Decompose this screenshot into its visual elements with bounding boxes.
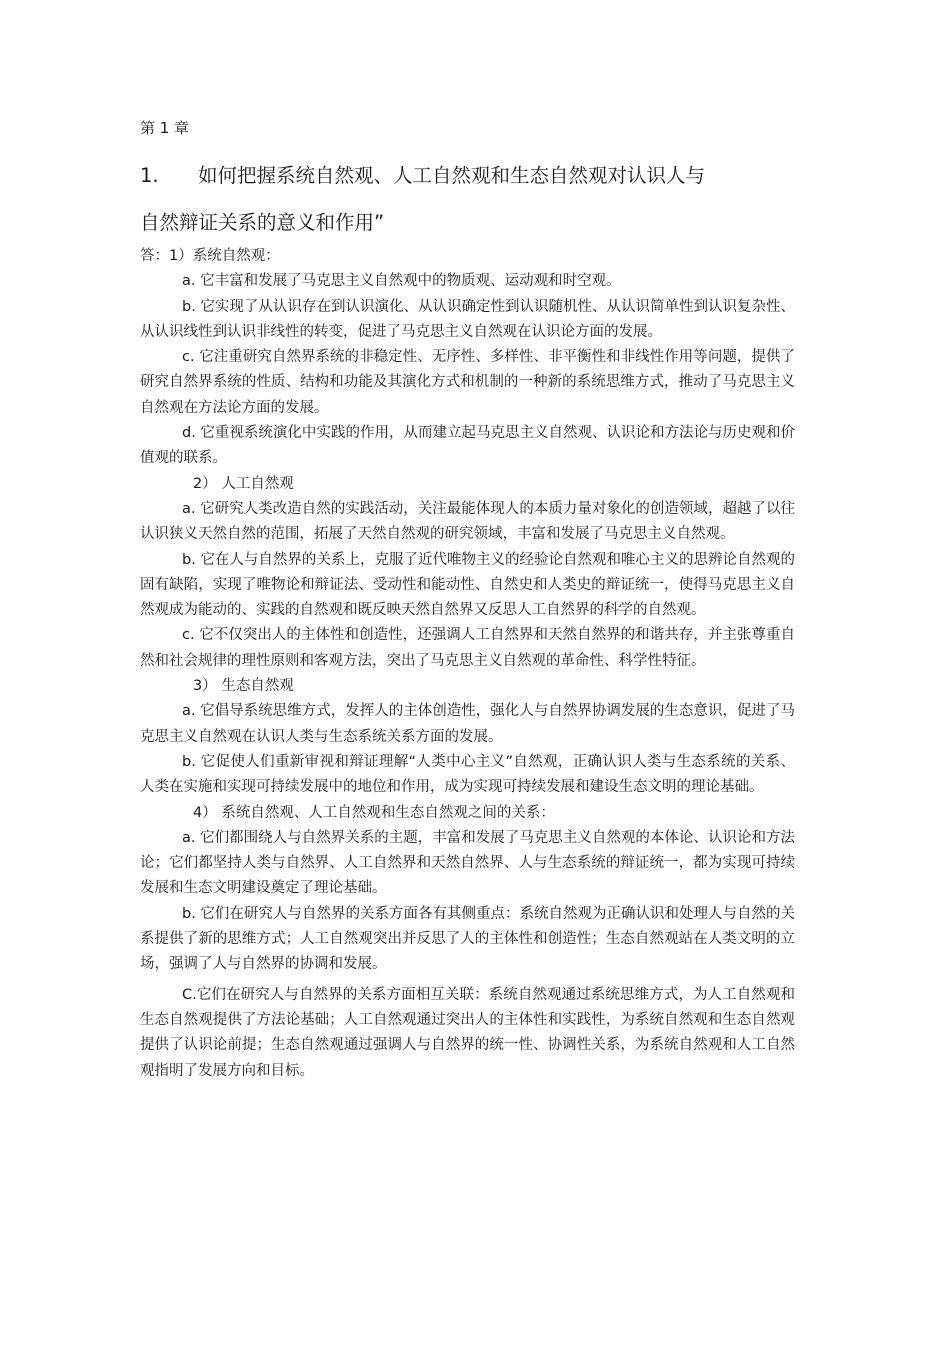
answer-paragraph: b. 它实现了从认识存在到认识演化、从认识确定性到认识随机性、从认识简单性到认识复杂性、从认识线性到认识非线性的转变，促进了马克思主义自然观在认识论方面的发展。	[140, 298, 795, 340]
question-title-line-2: 自然辩证关系的意义和作用”	[140, 211, 385, 234]
answer-body	[140, 244, 795, 1084]
answer-paragraph: b. 它们在研究人与自然界的关系方面各有其侧重点：系统自然观为正确认识和处理人与自然的关系提供了新的思维方式；人工自然观突出并反思了人的主体性和创造性；生态自然观站在人类文明的立场，强调了人与自然界的协调和发展。	[140, 905, 795, 973]
answer-paragraph: C.它们在研究人与自然界的关系方面相互关联：系统自然观通过系统思维方式，为人工自然观和生态自然观提供了方法论基础；人工自然观通过突出人的主体性和实践性，为系统自然观和生态自然观提供了认识论前提；生态自然观通过强调人与自然界的统一性、协调性关系，为系统自然观和人工自然观指明了发展方向和目标。	[140, 986, 795, 1079]
question-text-1: 如何把握系统自然观、人工自然观和生态自然观对认识人与	[198, 164, 706, 187]
answer-paragraph: d. 它重视系统演化中实践的作用，从而建立起马克思主义自然观、认识论和方法论与历史观和价值观的联系。	[140, 425, 795, 467]
answer-paragraph: 答：1）系统自然观：	[140, 248, 280, 264]
question-title-line-1	[140, 160, 705, 188]
answer-paragraph: a. 它倡导系统思维方式，发挥人的主体创造性，强化人与自然界协调发展的生态意识，促进了马克思主义自然观在认识人类与生态系统关系方面的发展。	[140, 703, 795, 745]
answer-paragraph: a. 它研究人类改造自然的实践活动，关注最能体现人的本质力量对象化的创造领域，超越了以往认识狭义天然自然的范围，拓展了天然自然观的研究领域，丰富和发展了马克思主义自然观。	[140, 500, 795, 543]
answer-paragraph: c. 它注重研究自然界系统的非稳定性、无序性、多样性、非平衡性和非线性作用等问题，提供了研究自然界系统的性质、结构和功能及其演化方式和机制的一种新的系统思维方式，推动了马克思主义自然观在方法论方面的发展。	[140, 349, 795, 416]
answer-paragraph: a. 它丰富和发展了马克思主义自然观中的物质观、运动观和时空观。	[182, 273, 621, 290]
answer-paragraph: 2） 人工自然观	[193, 475, 294, 492]
chapter-heading: 第 1 章	[140, 119, 190, 137]
answer-paragraph: 3） 生态自然观	[193, 678, 294, 695]
answer-paragraph: b. 它在人与自然界的关系上，克服了近代唯物主义的经验论自然观和唯心主义的思辨论自然观的固有缺陷，实现了唯物论和辩证法、受动性和能动性、自然史和人类史的辩证统一，使得马克思主义自然观成为能动的、实践的自然观和既反映天然自然界又反思人工自然界的科学的自然观。	[140, 551, 795, 619]
answer-paragraph: c. 它不仅突出人的主体性和创造性，还强调人工自然界和天然自然界的和谐共存，并主张尊重自然和社会规律的理性原则和客观方法，突出了马克思主义自然观的革命性、科学性特征。	[140, 627, 795, 669]
answer-paragraph: a. 它们都围绕人与自然界关系的主题，丰富和发展了马克思主义自然观的本体论、认识论和方法论；它们都坚持人类与自然界、人工自然界和天然自然界、人与生态系统的辩证统一，都为实现可持续发展和生态文明建设奠定了理论基础。	[140, 829, 795, 897]
question-number: 1.	[140, 164, 159, 187]
answer-paragraph: 4） 系统自然观、人工自然观和生态自然观之间的关系：	[193, 804, 555, 821]
answer-paragraph: b. 它促使人们重新审视和辩证理解“人类中心主义”自然观，正确认识人类与生态系统的关系、人类在实施和实现可持续发展中的地位和作用，成为实现可持续发展和建设生态文明的理论基础。	[140, 753, 795, 796]
